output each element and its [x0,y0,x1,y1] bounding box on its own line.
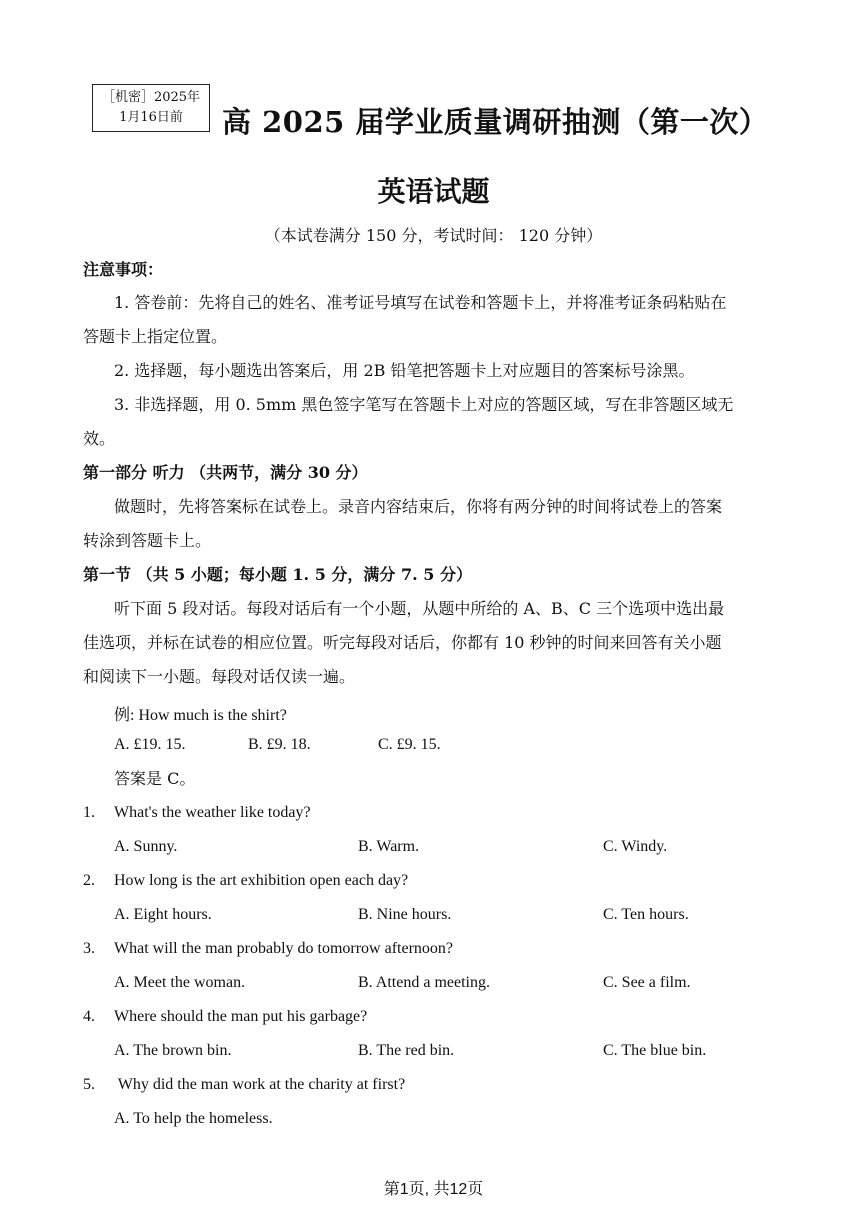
option-c: C. Ten hours. [603,906,689,923]
option-a: A. Sunny. [114,838,178,855]
notes-item-1-line-1: 1. 答卷前：先将自己的姓名、准考证号填写在试卷和答题卡上，并将准考证条码粘贴在 [114,293,727,312]
question-number: 1. [83,804,95,821]
notes-item-3-line-2: 效。 [83,429,116,448]
confidential-line-1: ［机密］2025年 [101,90,201,105]
question-text: Why did the man work at the charity at first? [114,1076,406,1093]
example-answer: 答案是 C。 [114,769,196,788]
section1-intro-line-1: 听下面 5 段对话。每段对话后有一个小题，从题中所给的 A、B、C 三个选项中选出最 [114,599,725,618]
section1-intro-line-3: 和阅读下一小题。每段对话仅读一遍。 [83,667,356,686]
part1-intro-line-2: 转涂到答题卡上。 [83,531,212,550]
confidential-stamp [92,84,210,132]
option-b: B. Attend a meeting. [358,974,490,991]
exam-info: （本试卷满分 150 分，考试时间： 120 分钟） [264,226,603,245]
option-a: A. To help the homeless. [114,1110,273,1127]
section1-heading: 第一节 （共 5 小题；每小题 1. 5 分，满分 7. 5 分） [83,565,472,584]
option-c: C. Windy. [603,838,668,855]
notes-item-2: 2. 选择题，每小题选出答案后，用 2B 铅笔把答题卡上对应题目的答案标号涂黑。 [114,361,695,380]
exam-title: 高 2025 届学业质量调研抽测（第一次） [222,105,769,139]
confidential-line-2: 1月16日前 [119,110,183,125]
question-number: 2. [83,872,95,889]
example-option-a: A. £19. 15. [114,736,186,753]
option-b: B. Nine hours. [358,906,452,923]
option-a: A. The brown bin. [114,1042,232,1059]
question-text: What's the weather like today? [114,804,311,821]
example-question: 例: How much is the shirt? [114,707,287,724]
question-text: How long is the art exhibition open each day? [114,872,409,889]
option-c: C. The blue bin. [603,1042,707,1059]
part1-intro-line-1: 做题时，先将答案标在试卷上。录音内容结束后，你将有两分钟的时间将试卷上的答案 [114,497,723,516]
example-option-b: B. £9. 18. [248,736,311,753]
notes-heading: 注意事项： [83,260,164,279]
option-b: B. The red bin. [358,1042,455,1059]
example-option-c: C. £9. 15. [378,736,441,753]
question-number: 5. [83,1076,95,1093]
question-text: Where should the man put his garbage? [114,1008,368,1025]
option-a: A. Eight hours. [114,906,212,923]
exam-subtitle: 英语试题 [377,175,490,208]
notes-item-1-line-2: 答题卡上指定位置。 [83,327,228,346]
page-number: 第1页, 共12页 [383,1181,484,1198]
option-c: C. See a film. [603,974,691,991]
option-a: A. Meet the woman. [114,974,246,991]
question-number: 3. [83,940,95,957]
question-number: 4. [83,1008,95,1025]
part1-heading: 第一部分 听力 （共两节，满分 30 分） [83,463,368,482]
notes-item-3-line-1: 3. 非选择题，用 0. 5mm 黑色签字笔写在答题卡上对应的答题区域，写在非答题区域无 [114,395,734,414]
question-text: What will the man probably do tomorrow afternoon? [114,940,454,957]
section1-intro-line-2: 佳选项，并标在试卷的相应位置。听完每段对话后，你都有 10 秒钟的时间来回答有关小题 [83,633,722,652]
option-b: B. Warm. [358,838,420,855]
